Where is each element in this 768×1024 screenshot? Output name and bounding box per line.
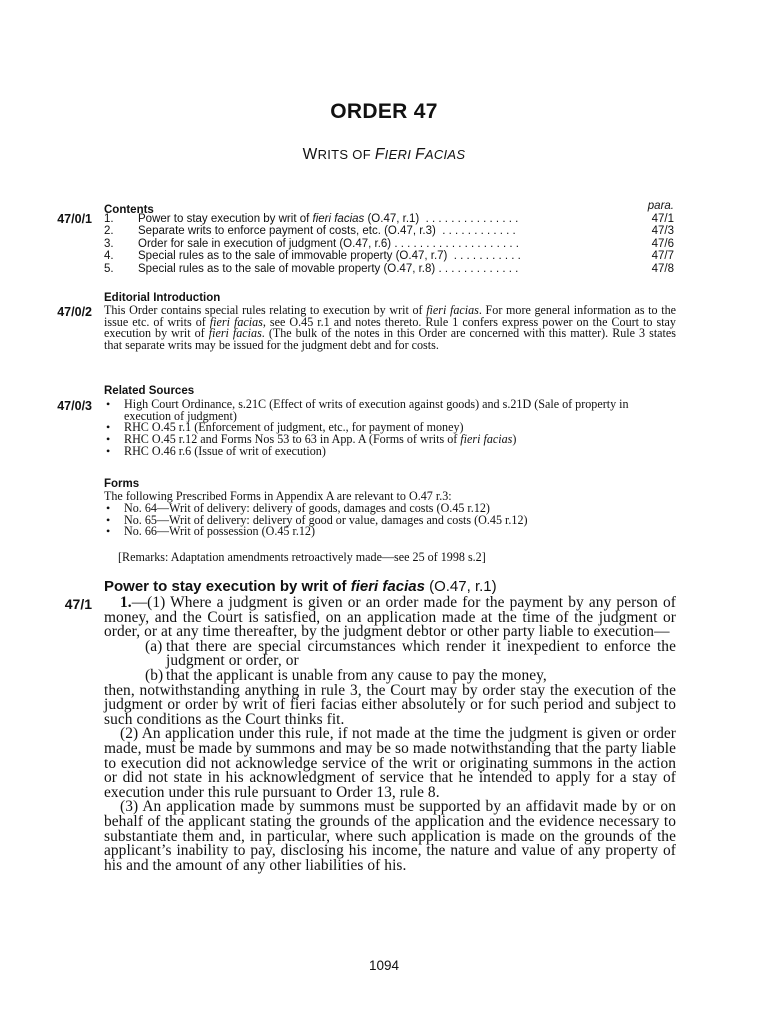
rule-paragraph-1: 1.—(1) Where a judgment is given or an order made for the payment by any person of money, and the Court is satisfied, on an application made at the time of the judgment or order, or at any time thereafter, by the judgment debtor or other party liable to execution— xyxy=(104,594,676,641)
related-item: • RHC O.45 r.12 and Forms Nos 53 to 63 in App. A (Forms of writs of fieri facias) xyxy=(104,434,676,446)
contents-item-title: Order for sale in execution of judgment (O.47, r.6) . . . . . . . . . . . . . . . . . . . . xyxy=(138,237,519,250)
rule-paragraph-2: (2) An application under this rule, if not made at the time the judgment is given or order made, must be made by summons and may be so made notwithstanding that the party liable to execution did not acknowledge service of the writ or originating summons in the action or did not state in his acknowledgment of service that he intended to apply for a stay of execution under this rule pursuant to Order 13, rule 8. xyxy=(104,725,676,801)
contents-heading: Contents xyxy=(104,204,154,216)
contents-item[interactable] xyxy=(104,263,676,275)
subtitle-of: OF xyxy=(352,147,371,162)
subtitle-f1-rest: IERI xyxy=(384,147,412,162)
para-label: para. xyxy=(647,200,674,212)
forms-item: • No. 66—Writ of possession (O.45 r.12) xyxy=(104,526,676,538)
editorial-text: This Order contains special rules relating to execution by writ of fieri facias. For more general information as to the issue etc. of writs of fieri facias, see O.45 r.1 and notes thereto. Rule 1 confers express power on the Court to stay execution by writ of fieri facias. (The bulk of the notes in this Order are concerned with this matter). Rule 3 states that separate writs may be issued for the judgment debt and for costs. xyxy=(104,303,676,353)
forms-item: • No. 64—Writ of delivery: delivery of goods, damages and costs (O.45 r.12) xyxy=(104,503,676,515)
contents-item-number: 4. xyxy=(104,250,114,263)
contents-item-dots: . . . . . . . . . . . . xyxy=(442,225,516,238)
margin-ref-contents: 47/0/1 xyxy=(57,212,92,226)
contents-item[interactable] xyxy=(104,250,676,262)
contents-item-number: 1. xyxy=(104,213,114,225)
contents-item-number: 2. xyxy=(104,225,114,238)
contents-item-number: 5. xyxy=(104,262,114,275)
contents-item[interactable] xyxy=(104,213,676,225)
contents-item-ref: 47/6 xyxy=(651,237,674,250)
margin-ref-editorial: 47/0/2 xyxy=(57,305,92,319)
related-item: • RHC O.46 r.6 (Issue of writ of execution) xyxy=(104,446,676,458)
margin-ref-related: 47/0/3 xyxy=(57,399,92,413)
rule-body xyxy=(104,596,676,873)
forms-item: • No. 65—Writ of delivery: delivery of good or value, damages and costs (O.45 r.12) xyxy=(104,515,676,527)
related-list xyxy=(104,399,676,458)
subtitle-f1-first: F xyxy=(374,146,385,163)
contents-item-ref: 47/7 xyxy=(651,250,674,263)
contents-item-dots: . . . . . . . . . . . . . . . xyxy=(425,213,519,225)
contents-item-dots: . . . . . . . . . . . . . . . . . . . . xyxy=(394,237,519,250)
contents-item-title: Power to stay execution by writ of fieri facias (O.47, r.1) . . . . . . . . . . . . . . . xyxy=(138,213,519,225)
rule-paragraph-1-continued: then, notwithstanding anything in rule 3, the Court may by order stay the execution of the judgment or order by writ of fieri facias either absolutely or for such period and subject to such conditions as the Court thinks fit. xyxy=(104,681,676,728)
contents-item-ref: 47/8 xyxy=(651,262,674,275)
forms-heading: Forms xyxy=(104,478,140,490)
forms-intro: The following Prescribed Forms in Appendix A are relevant to O.47 r.3: xyxy=(104,489,452,503)
contents-item[interactable] xyxy=(104,225,676,237)
contents-list xyxy=(104,213,676,275)
contents-item-dots: . . . . . . . . . . . xyxy=(453,250,521,263)
related-heading: Related Sources xyxy=(104,385,195,397)
subtitle-f2-first: F xyxy=(415,146,425,163)
subtitle-w1-first: W xyxy=(302,146,318,163)
rule-subparagraph-a: (a) that there are special circumstances which render it inexpedient to enforce the judgment or order, or xyxy=(145,637,676,670)
contents-item-dots: . . . . . . . . . . . . . xyxy=(438,262,519,275)
contents-item[interactable] xyxy=(104,238,676,250)
page-subtitle xyxy=(0,146,768,164)
page-title: ORDER 47 xyxy=(330,100,438,123)
contents-item-title: Special rules as to the sale of immovable property (O.47, r.7) . . . . . . . . . . . xyxy=(138,250,521,263)
margin-ref-rule: 47/1 xyxy=(64,596,92,612)
editorial-heading: Editorial Introduction xyxy=(104,292,221,304)
contents-item-ref: 47/3 xyxy=(651,225,674,238)
contents-item-ref: 47/1 xyxy=(651,213,674,225)
rule-paragraph-3: (3) An application made by summons must be supported by an affidavit made by or on behalf of the applicant stating the grounds of the application and the evidence necessary to substantiate them and, in particular, where such application is made on the grounds of the applicant’s inability to pay, disclosing his income, the nature and value of any property of his and the amount of any other liabilities of his. xyxy=(104,798,676,874)
subtitle-w1-rest: RITS xyxy=(317,147,349,162)
contents-item-title: Separate writs to enforce payment of costs, etc. (O.47, r.3) . . . . . . . . . . . . xyxy=(138,225,516,238)
rule-heading: Power to stay execution by writ of fieri facias (O.47, r.1) xyxy=(104,578,497,595)
contents-item-title: Special rules as to the sale of movable property (O.47, r.8) . . . . . . . . . . . . . xyxy=(138,262,519,275)
rule-subparagraph-b: (b) that the applicant is unable from any cause to pay the money, xyxy=(145,666,547,684)
contents-header xyxy=(104,200,676,216)
forms-list xyxy=(104,503,676,538)
subtitle-f2-rest: ACIAS xyxy=(424,147,466,162)
related-item: • High Court Ordinance, s.21C (Effect of writs of execution against goods) and s.21D (Sale of property in execution of judgment) xyxy=(104,399,676,422)
page-number: 1094 xyxy=(368,958,400,973)
related-item: • RHC O.45 r.1 (Enforcement of judgment, etc., for payment of money) xyxy=(104,422,676,434)
contents-item-number: 3. xyxy=(104,237,114,250)
rule-number: 1. xyxy=(120,594,132,611)
forms-remarks: [Remarks: Adaptation amendments retroactively made—see 25 of 1998 s.2] xyxy=(118,550,486,564)
